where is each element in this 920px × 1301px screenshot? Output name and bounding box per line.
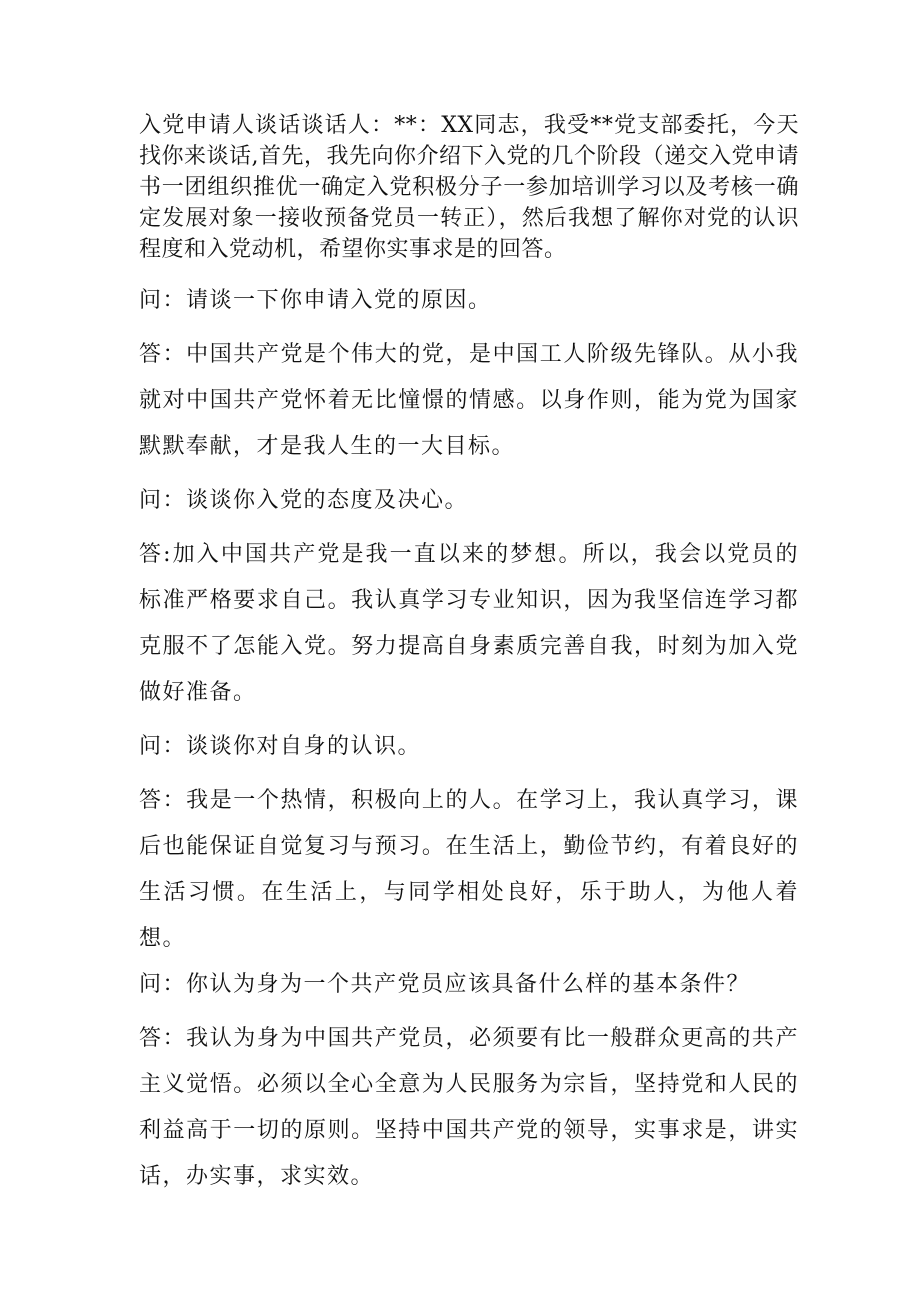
intro-paragraph: 入党申请人谈话谈话人：**：XX同志，我受**党支部委托，今天找你来谈话,首先，我先向你介绍下入党的几个阶段（递交入党申请书一团组织推优一确定入党积极分子一参加培训学习以及考核一确定发展对象一接收预备党员一转正），然后我想了解你对党的认识程度和入党动机，希望你实事求是的回答。 bbox=[139, 113, 799, 262]
question-1: 问：请谈一下你申请入党的原因。 bbox=[139, 288, 492, 313]
question-3: 问：谈谈你对自身的认识。 bbox=[139, 734, 422, 759]
question-2: 问：谈谈你入党的态度及决心。 bbox=[139, 488, 469, 513]
answer-2: 答:加入中国共产党是我一直以来的梦想。所以，我会以党员的标准严格要求自己。我认真学习专业知识，因为我坚信连学习都克服不了怎能入党。努力提高自身素质完善自我，时刻为加入党做好准备。 bbox=[139, 542, 799, 705]
question-4: 问：你认为身为一个共产党员应该具备什么样的基本条件？ bbox=[139, 972, 751, 997]
answer-3: 答：我是一个热情，积极向上的人。在学习上，我认真学习，课后也能保证自觉复习与预习。在生活上，勤俭节约，有着良好的生活习惯。在生活上，与同学相处良好，乐于助人，为他人着想。 bbox=[139, 788, 799, 951]
answer-1: 答：中国共产党是个伟大的党，是中国工人阶级先锋队。从小我就对中国共产党怀着无比憧憬的情感。以身作则，能为党为国家默默奉献，才是我人生的一大目标。 bbox=[139, 342, 799, 459]
answer-4: 答：我认为身为中国共产党员，必须要有比一般群众更高的共产主义觉悟。必须以全心全意为人民服务为宗旨，坚持党和人民的利益高于一切的原则。坚持中国共产党的领导，实事求是，讲实话，办实事，求实效。 bbox=[139, 1026, 799, 1189]
document-body bbox=[139, 110, 799, 1208]
